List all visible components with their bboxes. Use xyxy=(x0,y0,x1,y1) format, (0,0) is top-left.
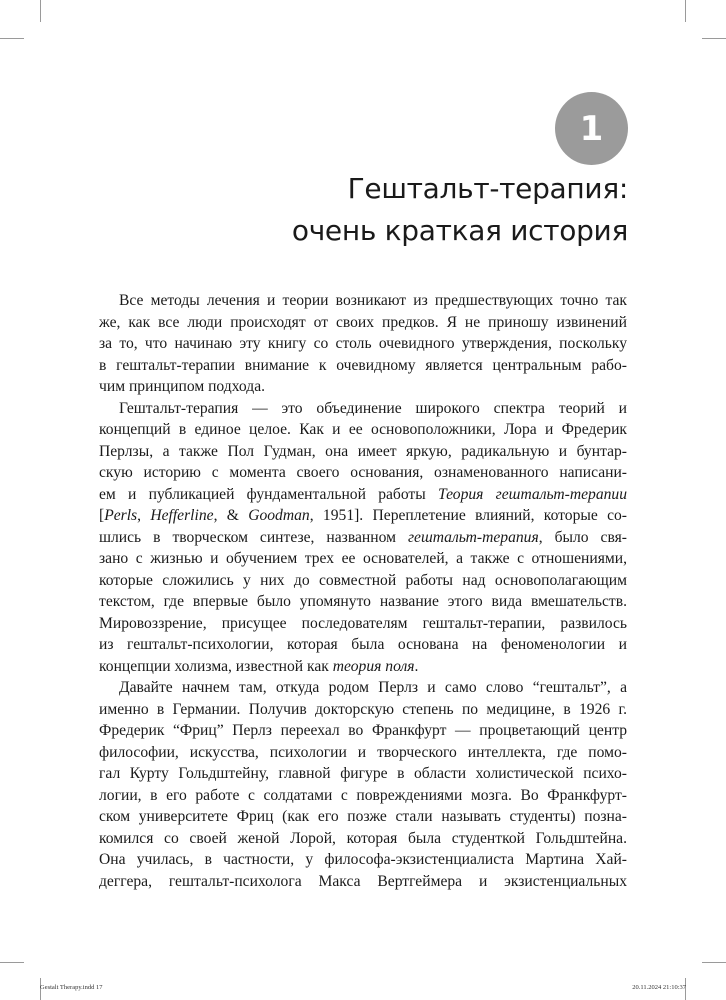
text-line: деггера, гештальт-психолога Макса Вертгеймера и экзистенциальных xyxy=(99,872,627,890)
crop-mark xyxy=(40,0,41,22)
text-line: текстом, где впервые было упомянуто название этого вида вмешательств. xyxy=(99,593,627,610)
text-line xyxy=(99,505,627,527)
chapter-number-badge: 1 xyxy=(555,92,628,165)
text-run: , было свя- xyxy=(538,528,627,546)
text-line: Она училась, в частности, у философа-экзистенциалиста Мартина Хай- xyxy=(99,851,627,868)
text-line: Перлзы, а также Пол Гудман, она имеет яркую, радикальную и бунтар- xyxy=(99,442,627,460)
chapter-title-line: Гештальт-терапия: xyxy=(347,172,628,205)
text-line: в гештальт-терапии внимание к очевидному является центральным рабо- xyxy=(99,356,627,374)
text-run: концепции холизма, известной как xyxy=(99,657,333,675)
text-line xyxy=(99,656,627,678)
text-line: Все методы лечения и теории возникают из предшествующих точно так xyxy=(119,292,627,309)
emphasis-term: гештальт-терапия xyxy=(407,528,539,546)
text-run: шлись в творческом синтезе, названном xyxy=(99,528,408,546)
text-line: концепций в единое целое. Как и ее основоположники, Лора и Фредерик xyxy=(99,421,627,438)
crop-mark xyxy=(0,962,24,963)
citation-author: Goodman xyxy=(248,507,310,524)
text-line: Фредерик “Фриц” Перлз переехал во Франкфурт — процветающий центр xyxy=(99,722,627,739)
text-line: зано с жизнью и обучением трех ее основателей, а также с отношениями, xyxy=(99,550,627,567)
text-line: Мировоззрение, присущее последователям гештальт-терапии, развилось xyxy=(99,614,627,632)
work-title: Теория гештальт-терапии xyxy=(437,485,628,503)
text-run: , xyxy=(137,507,151,524)
crop-mark xyxy=(685,0,686,22)
text-run: [ xyxy=(99,507,105,524)
text-line: ском университете Фриц (как его позже стали называть студенты) позна- xyxy=(99,808,627,825)
paragraph xyxy=(99,290,627,398)
text-run: . xyxy=(414,657,419,675)
text-run: , 1951]. Переплетение влияний, которые со- xyxy=(309,507,627,524)
text-line: именно в Германии. Получив докторскую степень по медицине, в 1926 г. xyxy=(99,700,627,718)
chapter-title-line: очень краткая история xyxy=(291,214,628,247)
text-line: за то, что начинаю эту книгу со столь очевидного утверждения, поскольку xyxy=(99,335,627,352)
text-line xyxy=(99,484,627,506)
footer-file-info: Gestalt Therapy.indd 17 xyxy=(40,984,103,991)
text-line: Гештальт-терапия — это объединение широкого спектра теорий и xyxy=(119,399,627,417)
text-line: гал Курту Гольдштейну, главной фигуре в области холистической психо- xyxy=(99,765,627,782)
text-run: , & xyxy=(213,507,249,524)
text-line: логии, в его работе с солдатами с повреждениями мозга. Во Франкфурт- xyxy=(99,786,627,804)
chapter-title xyxy=(292,168,628,252)
crop-mark xyxy=(0,38,24,39)
text-line: Давайте начнем там, откуда родом Перлз и само слово “гештальт”, а xyxy=(119,679,627,696)
text-line: из гештальт-психологии, которая была основана на феноменологии и xyxy=(99,636,627,653)
text-line xyxy=(99,527,627,549)
citation-author: Perls xyxy=(104,507,138,524)
citation-author: Hefferline xyxy=(150,507,214,524)
crop-mark xyxy=(702,38,726,39)
paragraph xyxy=(99,677,627,892)
text-line: которые сложились у них до совместной работы над основополагающим xyxy=(99,571,627,589)
text-line: комился со своей женой Лорой, которая была студенткой Гольдштейна. xyxy=(99,829,627,847)
footer-timestamp: 20.11.2024 21:10:37 xyxy=(632,984,686,991)
text-line: чим принципом подхода. xyxy=(99,378,266,395)
text-run: ем и публикацией фундаментальной работы xyxy=(99,485,438,503)
text-line: скую историю с момента своего основания, ознаменованного написани- xyxy=(99,464,627,481)
text-line: философии, искусства, психологии и творческого интеллекта, где помо- xyxy=(99,743,627,761)
body-text xyxy=(99,290,627,892)
paragraph xyxy=(99,398,627,678)
crop-mark xyxy=(702,962,726,963)
text-line: же, как все люди происходят от своих предков. Я не приношу извинений xyxy=(99,313,627,331)
emphasis-term: теория поля xyxy=(332,657,415,675)
